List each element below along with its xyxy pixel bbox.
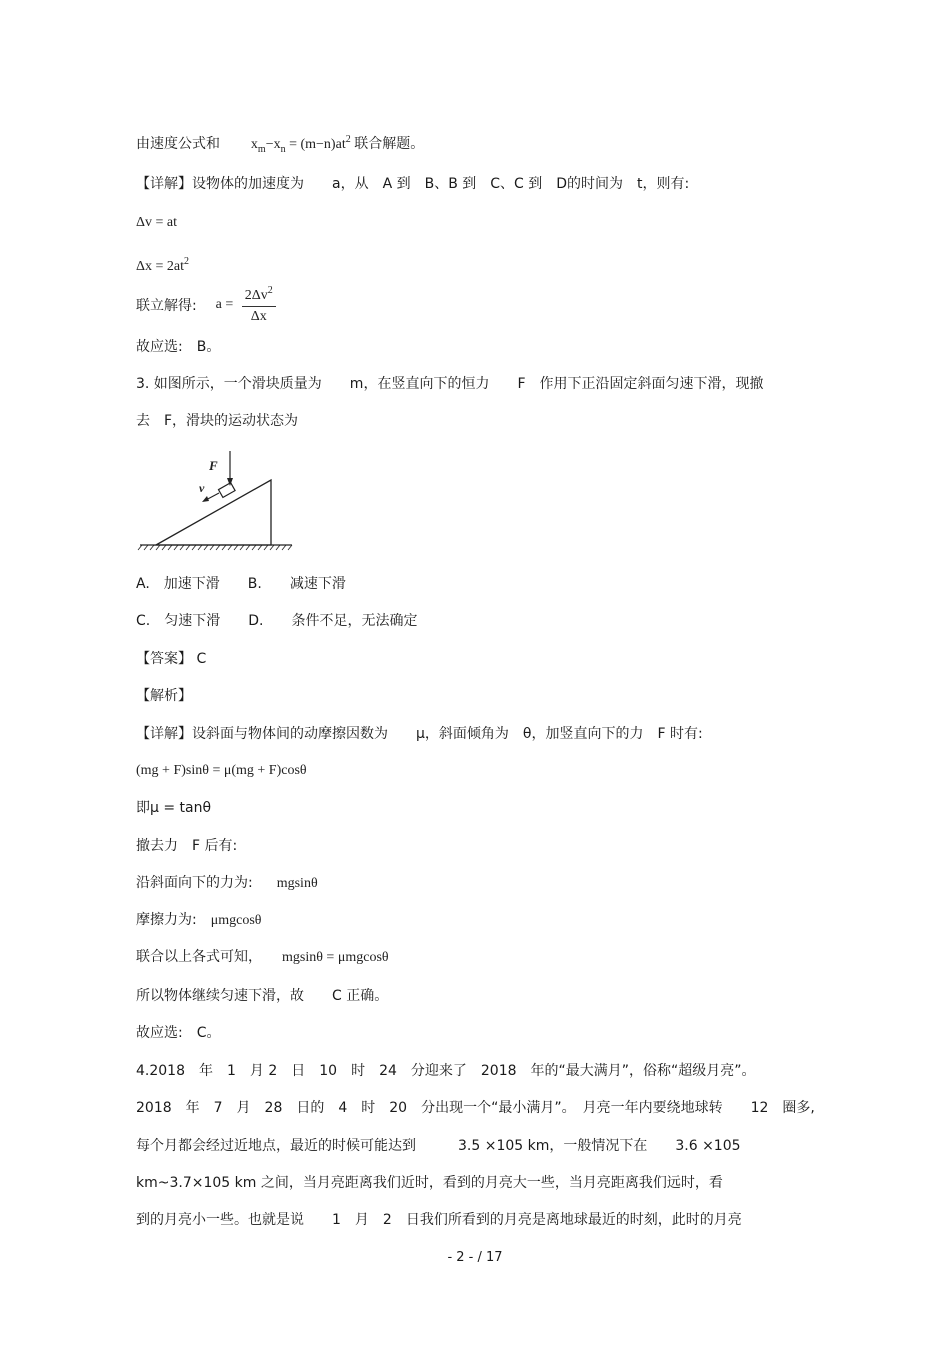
combine-formula: mgsinθ = μmgcosθ — [282, 950, 389, 965]
text-line-2: 【详解】设物体的加速度为 a，从 A 到 B、B 到 C、C 到 D的时间为 t，则有: — [136, 176, 690, 192]
detail-friction: 摩擦力为: μmgcosθ — [136, 912, 262, 928]
line-1-text-end: 联合解题。 — [354, 136, 425, 152]
ground-line — [138, 545, 292, 550]
velocity-label: v — [199, 481, 205, 495]
force-arrow — [227, 451, 233, 486]
fraction — [242, 285, 276, 325]
velocity-arrow — [202, 493, 219, 502]
fraction-denominator: Δx — [250, 309, 267, 324]
question-4-line-4: km~3.7×105 km 之间，当月亮距离我们近时，看到的月亮大一些，当月亮距离我们远时，看 — [136, 1175, 723, 1191]
text-line-choose-c: 故应选: C。 — [136, 1025, 221, 1041]
incline-figure — [136, 445, 301, 553]
fraction-numerator: $2\Delta v^2$ — [242, 285, 276, 307]
friction-formula: μmgcosθ — [210, 913, 262, 928]
detail-remove-force: 撤去力 F 后有: — [136, 838, 238, 854]
question-4-line-5: 到的月亮小一些。也就是说 1 月 2 日我们所看到的月亮是离地球最近的时刻，此时的月亮 — [136, 1212, 742, 1228]
solve-lhs: a = — [215, 297, 234, 312]
question-3-line-2: 去 F，滑块的运动状态为 — [136, 413, 299, 429]
slider-block — [218, 483, 235, 498]
line-1-text: 由速度公式和 — [136, 136, 220, 152]
page-number: - 2 - / 17 — [447, 1250, 503, 1265]
question-3-line-1: 3. 如图所示，一个滑块质量为 m，在竖直向下的恒力 F 作用下正沿固定斜面匀速下滑，现撤 — [136, 376, 764, 392]
option-a-b: A. 加速下滑 B. 减速下滑 — [136, 576, 346, 592]
text-line-solve — [136, 285, 276, 325]
formula-dx: $\Delta x = 2at^2$ — [136, 256, 190, 274]
down-force-formula: mgsinθ — [276, 876, 318, 891]
option-c-d: C. 匀速下滑 D. 条件不足，无法确定 — [136, 613, 418, 629]
detail-conclusion: 所以物体继续匀速下滑，故 C 正确。 — [136, 988, 389, 1004]
analysis-heading: 【解析】 — [136, 688, 192, 704]
detail-line-1: 【详解】设斜面与物体间的动摩擦因数为 μ，斜面倾角为 θ，加竖直向下的力 F 时有: — [136, 726, 703, 742]
line-1-formula: $x_m-x_n = (m-n)at^2$ — [250, 134, 351, 155]
incline-wedge — [156, 480, 271, 545]
text-line-1 — [136, 130, 424, 160]
force-label: F — [209, 458, 218, 473]
formula-mu: 即μ = tanθ — [136, 800, 212, 816]
question-4-line-2: 2018 年 7 月 28 日的 4 时 20 分出现一个“最小满月”。 月亮一年内要绕地球转 12 圈多, — [136, 1100, 815, 1116]
formula-equilibrium: (mg + F)sinθ = μ(mg + F)cosθ — [136, 763, 307, 778]
answer-line: 【答案】 C — [136, 651, 207, 667]
solve-label: 联立解得: — [136, 298, 197, 314]
detail-combine: 联合以上各式可知， mgsinθ = μmgcosθ — [136, 949, 389, 965]
question-4-line-1: 4.2018 年 1 月 2 日 10 时 24 分迎来了 2018 年的“最大满月”，俗称“超级月亮”。 — [136, 1063, 756, 1079]
text-line-choose-b: 故应选: B。 — [136, 339, 221, 355]
formula-dv: Δv = at — [136, 215, 178, 230]
detail-down-force: 沿斜面向下的力为: mgsinθ — [136, 875, 318, 891]
question-4-line-3: 每个月都会经过近地点，最近的时候可能达到 3.5 ×105 km，一般情况下在 3.6 ×105 — [136, 1138, 741, 1154]
